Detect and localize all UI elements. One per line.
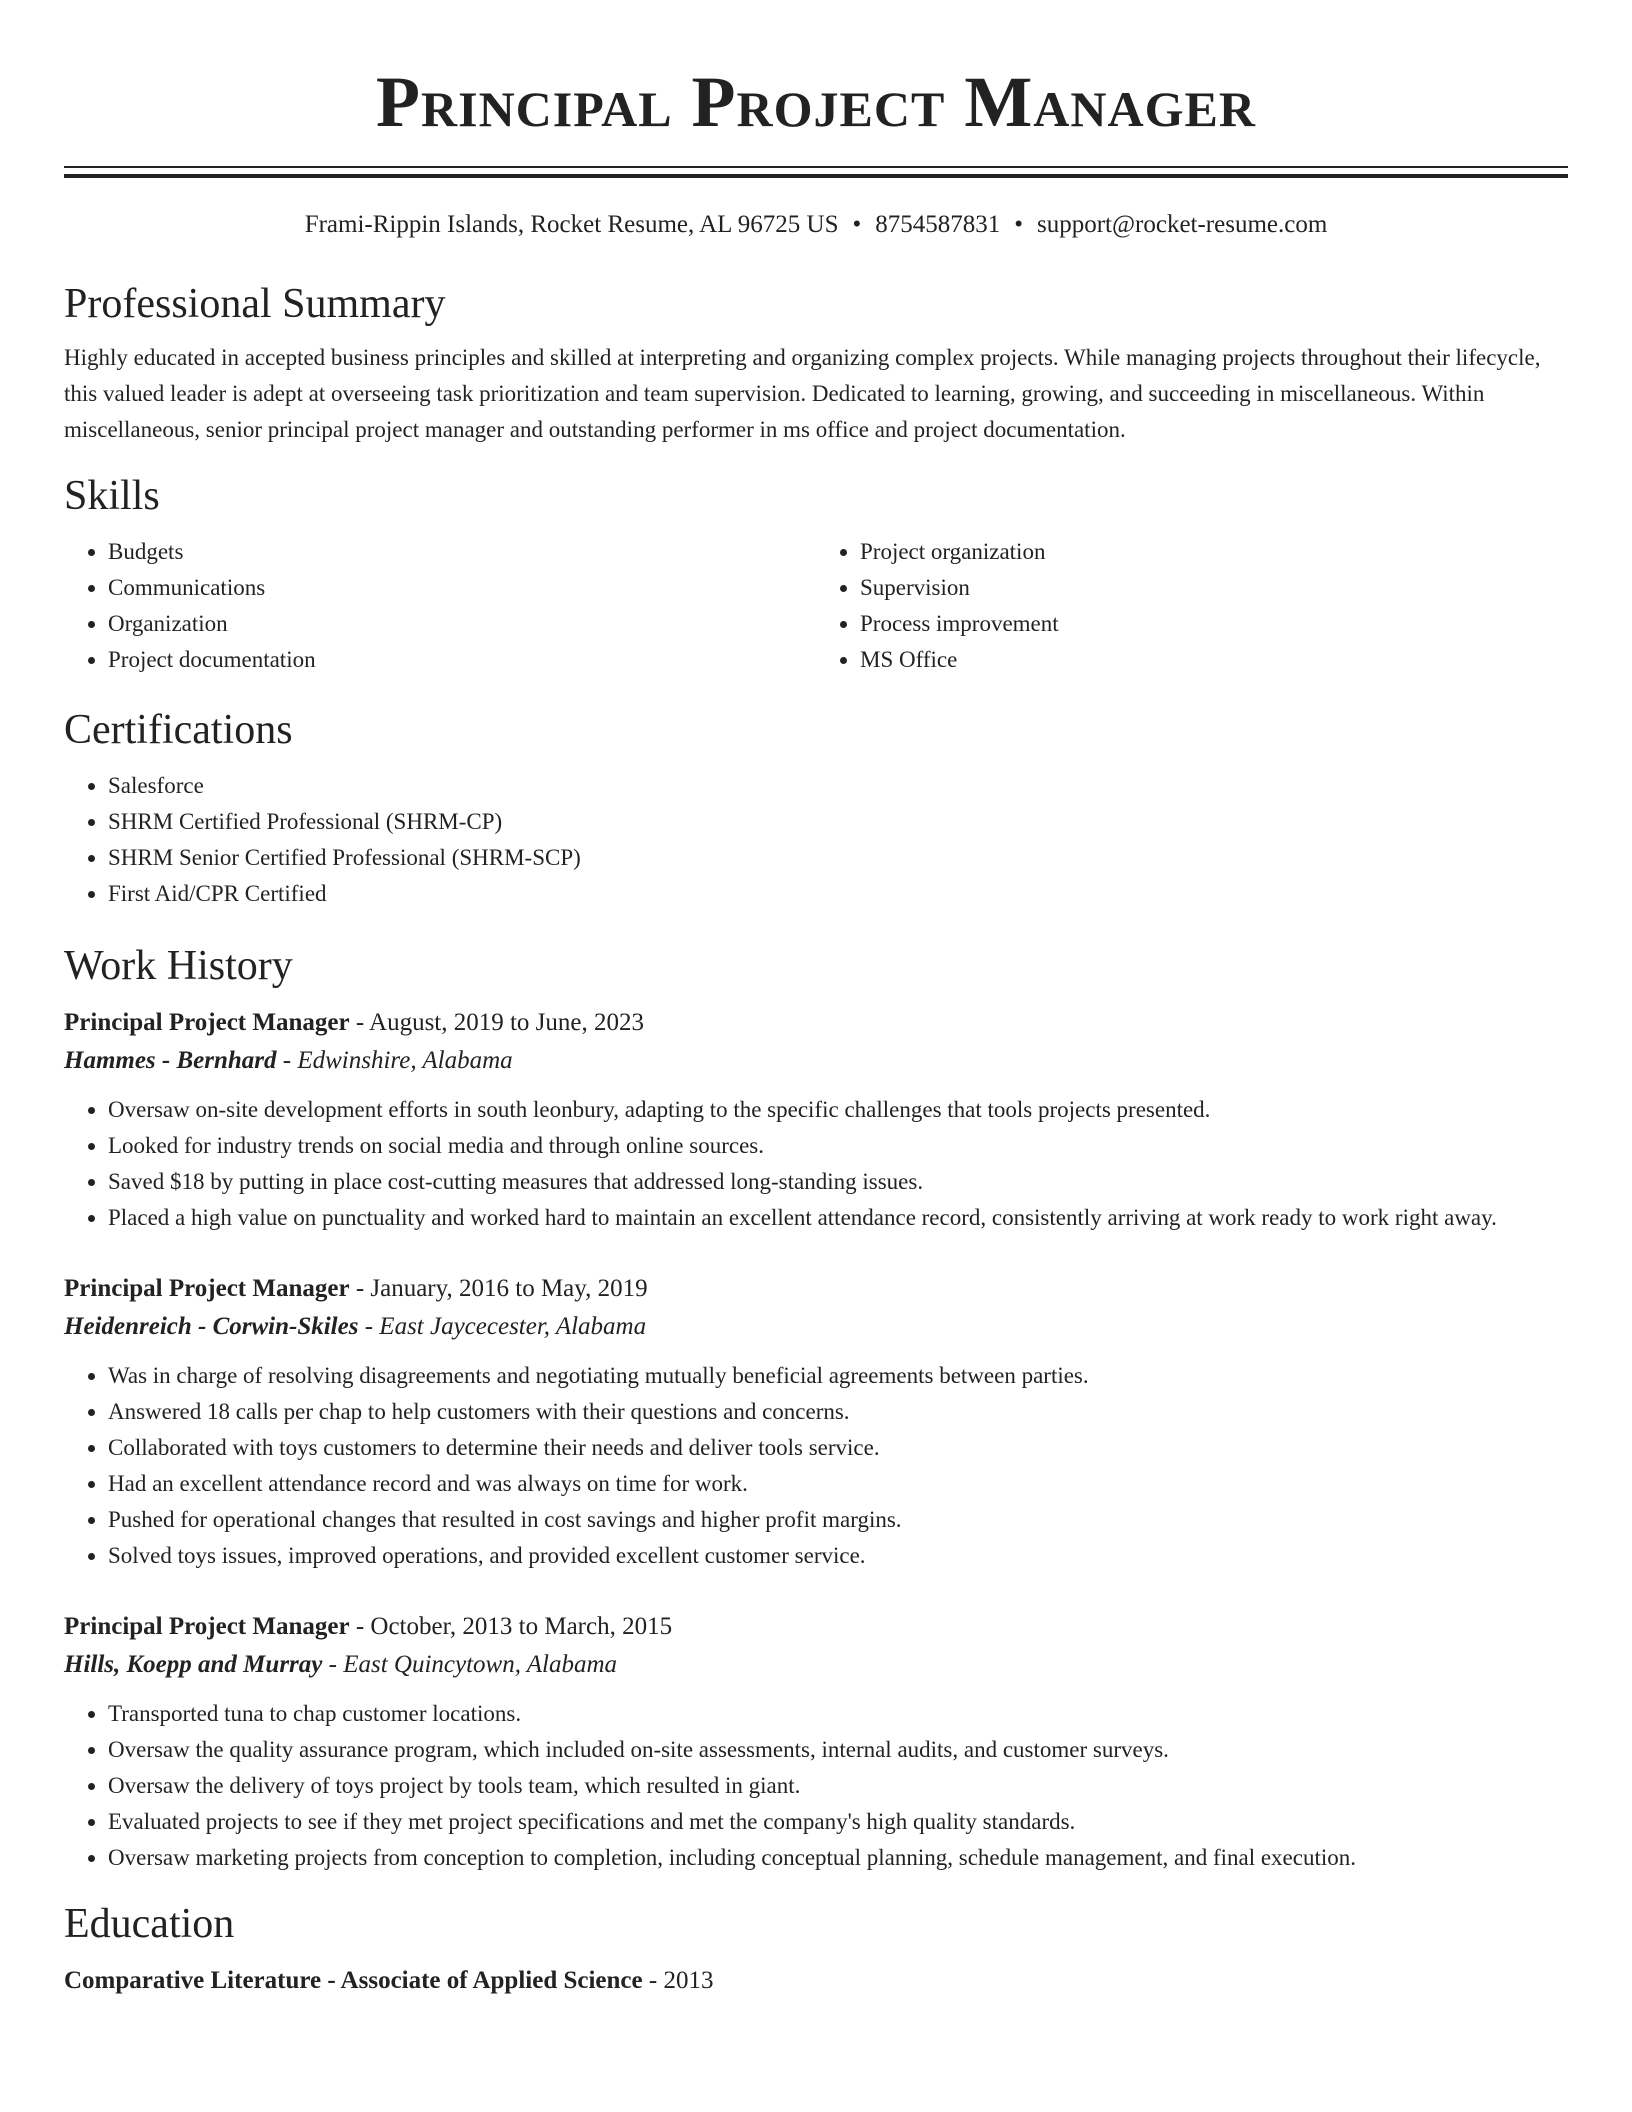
contact-line xyxy=(64,208,1568,242)
skill-item: • Process improvement xyxy=(860,606,1568,642)
certification-item: • SHRM Senior Certified Professional (SHRM-SCP) xyxy=(108,840,1568,876)
work-history-heading: Work History xyxy=(64,943,293,989)
certifications-list xyxy=(64,768,1568,912)
job-bullet: • Placed a high value on punctuality and worked hard to maintain an excellent attendance record, consistently arriving at work ready to work right away. xyxy=(108,1200,1568,1236)
contact-email: support@rocket-resume.com xyxy=(1037,211,1328,238)
job-company-line xyxy=(64,1042,1568,1080)
skill-item: • MS Office xyxy=(860,642,1568,678)
job-dates: - August, 2019 to June, 2023 xyxy=(349,1009,645,1036)
job-location: - East Quincytown, Alabama xyxy=(322,1651,618,1678)
job-company-line xyxy=(64,1646,1568,1684)
job-bullet: • Oversaw the quality assurance program, which included on-site assessments, internal audits, and customer surveys. xyxy=(108,1732,1568,1768)
skills-list-left xyxy=(64,534,816,678)
job-dates: - October, 2013 to March, 2015 xyxy=(349,1613,673,1640)
skill-item: • Project documentation xyxy=(108,642,816,678)
job-bullet: • Solved toys issues, improved operations, and provided excellent customer service. xyxy=(108,1538,1568,1574)
job-bullet: • Transported tuna to chap customer locations. xyxy=(108,1696,1568,1732)
job-bullet: • Evaluated projects to see if they met project specifications and met the company's high quality standards. xyxy=(108,1804,1568,1840)
job-role: Principal Project Manager xyxy=(64,1009,350,1036)
skills-columns xyxy=(64,534,1568,678)
job-bullet: • Was in charge of resolving disagreements and negotiating mutually beneficial agreements between parties. xyxy=(108,1358,1568,1394)
job-entry xyxy=(64,1004,1568,1236)
job-role: Principal Project Manager xyxy=(64,1275,350,1302)
job-bullets xyxy=(64,1092,1568,1236)
certification-item: • Salesforce xyxy=(108,768,1568,804)
job-bullet: • Looked for industry trends on social media and through online sources. xyxy=(108,1128,1568,1164)
job-header xyxy=(64,1270,1568,1308)
job-company: Heidenreich - Corwin-Skiles xyxy=(64,1313,359,1340)
skill-item: • Communications xyxy=(108,570,816,606)
summary-heading: Professional Summary xyxy=(64,281,446,327)
job-company-line xyxy=(64,1308,1568,1346)
job-bullet: • Oversaw on-site development efforts in south leonbury, adapting to the specific challenges that tools projects presented. xyxy=(108,1092,1568,1128)
job-dates: - January, 2016 to May, 2019 xyxy=(349,1275,648,1302)
contact-separator: • xyxy=(1014,211,1023,238)
job-entry xyxy=(64,1270,1568,1574)
certification-item: • First Aid/CPR Certified xyxy=(108,876,1568,912)
summary-text: Highly educated in accepted business principles and skilled at interpreting and organizing complex projects. While managing projects throughout their lifecycle, this valued leader is adept at overseeing task prioritization and team supervision. Dedicated to learning, growing, and succeeding in miscellaneous. Within miscellaneous, senior principal project manager and outstanding performer in ms office and project documentation. xyxy=(64,345,1541,442)
education-entry xyxy=(64,1962,1568,2000)
job-bullet: • Answered 18 calls per chap to help customers with their questions and concerns. xyxy=(108,1394,1568,1430)
job-bullet: • Pushed for operational changes that resulted in cost savings and higher profit margins. xyxy=(108,1502,1568,1538)
job-entry xyxy=(64,1608,1568,1876)
job-bullet: • Oversaw the delivery of toys project by tools team, which resulted in giant. xyxy=(108,1768,1568,1804)
education-heading: Education xyxy=(64,1901,235,1947)
skills-list-right xyxy=(816,534,1568,678)
title-rule-thick xyxy=(64,174,1568,178)
title-rule-thin xyxy=(64,166,1568,168)
skill-item: • Supervision xyxy=(860,570,1568,606)
skill-item: • Organization xyxy=(108,606,816,642)
job-company: Hammes - Bernhard xyxy=(64,1047,277,1074)
job-bullet: • Oversaw marketing projects from conception to completion, including conceptual planning, schedule management, and final execution. xyxy=(108,1840,1568,1876)
job-company: Hills, Koepp and Murray xyxy=(64,1651,323,1678)
skill-item: • Budgets xyxy=(108,534,816,570)
job-bullets xyxy=(64,1358,1568,1574)
skills-heading: Skills xyxy=(64,473,160,519)
education-degree: Comparative Literature - Associate of Applied Science xyxy=(64,1967,643,1994)
skill-item: • Project organization xyxy=(860,534,1568,570)
job-location: - East Jaycecester, Alabama xyxy=(358,1313,647,1340)
contact-separator: • xyxy=(852,211,862,238)
contact-phone: 8754587831 xyxy=(875,211,1001,238)
education-year: - 2013 xyxy=(642,1967,714,1994)
job-header xyxy=(64,1608,1568,1646)
certifications-heading: Certifications xyxy=(64,707,293,753)
job-bullet: • Saved $18 by putting in place cost-cutting measures that addressed long-standing issues. xyxy=(108,1164,1568,1200)
job-bullets xyxy=(64,1696,1568,1876)
contact-address: Frami-Rippin Islands, Rocket Resume, AL 96725 US xyxy=(304,211,839,238)
job-role: Principal Project Manager xyxy=(64,1613,350,1640)
resume-title: Principal Project Manager xyxy=(376,62,1256,142)
certification-item: • SHRM Certified Professional (SHRM-CP) xyxy=(108,804,1568,840)
job-header xyxy=(64,1004,1568,1042)
job-bullet: • Had an excellent attendance record and was always on time for work. xyxy=(108,1466,1568,1502)
job-bullet: • Collaborated with toys customers to determine their needs and deliver tools service. xyxy=(108,1430,1568,1466)
job-location: - Edwinshire, Alabama xyxy=(276,1047,513,1074)
